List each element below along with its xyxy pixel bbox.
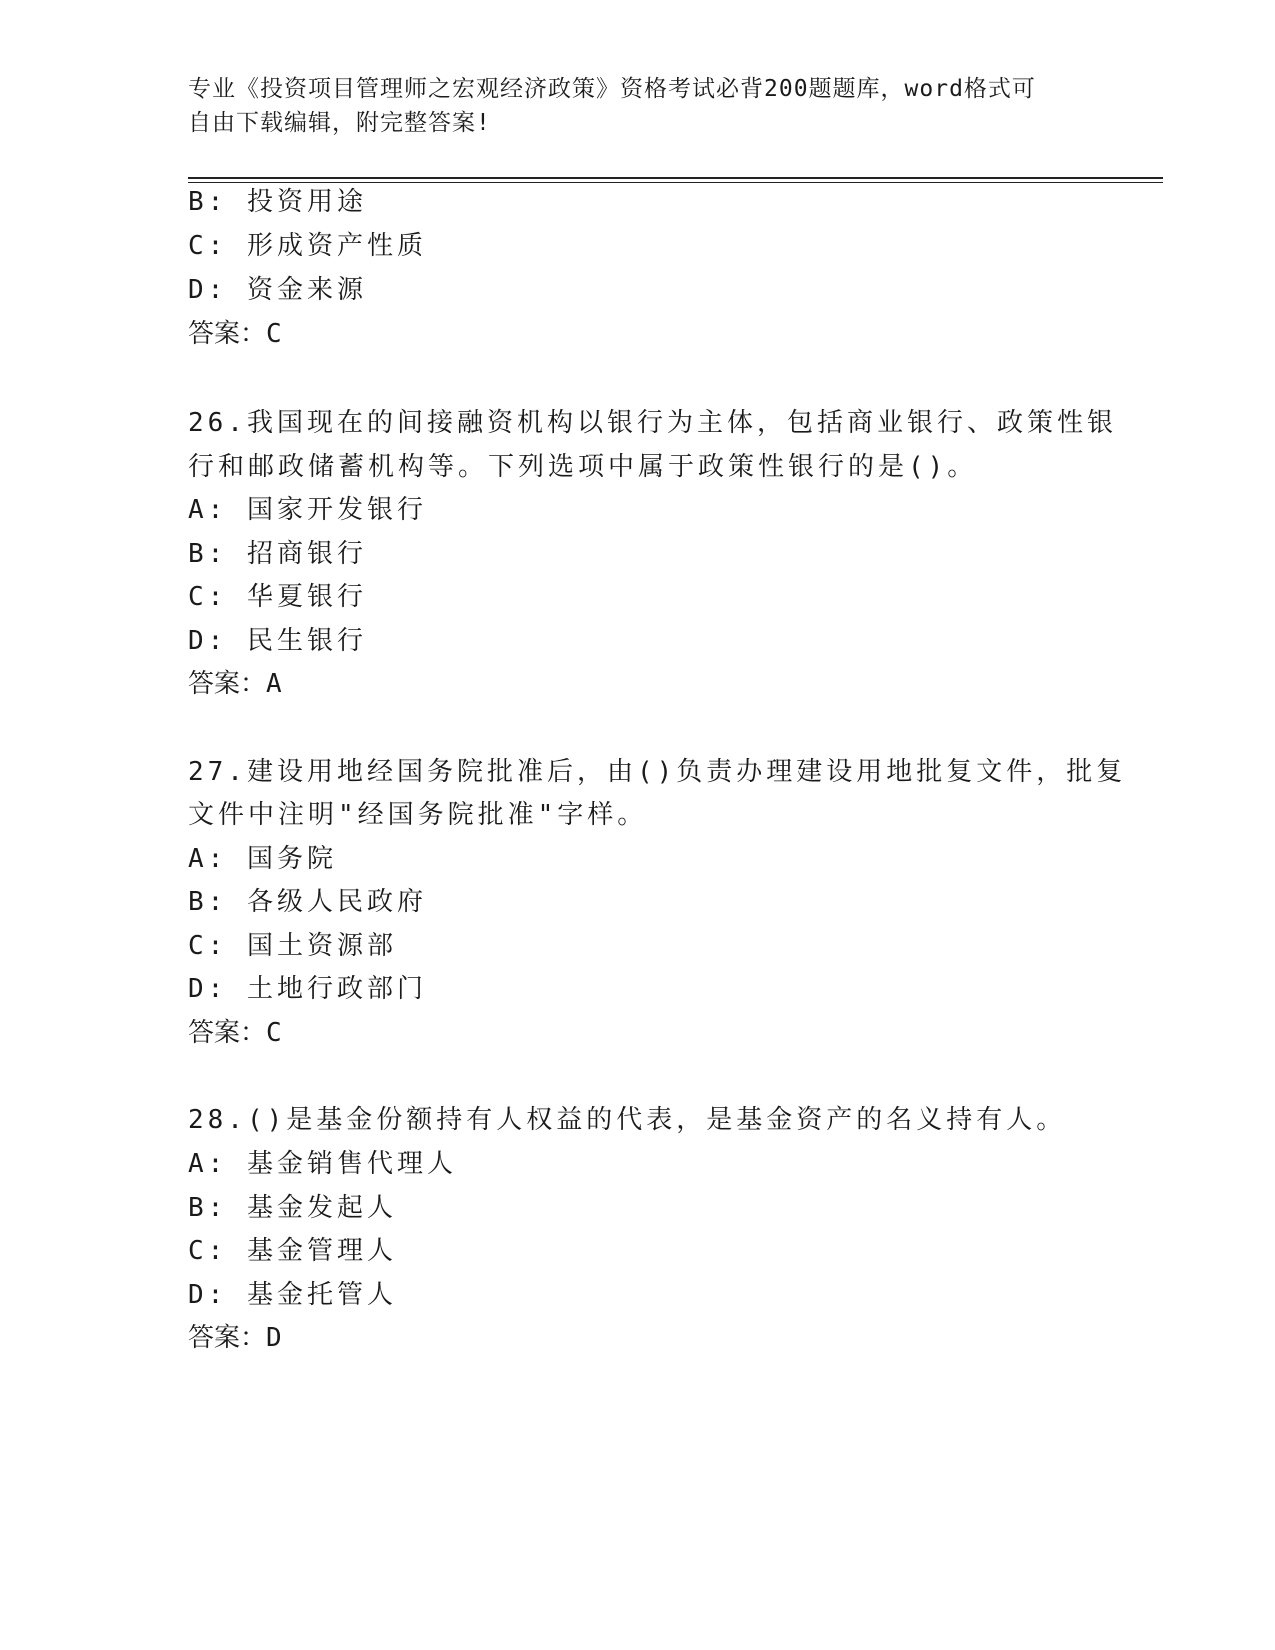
q27-stem-line-1: 27.建设用地经国务院批准后，由()负责办理建设用地批复文件，批复 (188, 757, 1127, 787)
answer-value: A (266, 669, 284, 699)
document-header (188, 72, 1088, 140)
q27-option-a: A: 国务院 (188, 844, 337, 874)
q28-answer (188, 1318, 284, 1358)
q26-answer (188, 664, 284, 704)
q27-option-b: B: 各级人民政府 (188, 887, 427, 917)
q28-option-c: C: 基金管理人 (188, 1236, 397, 1266)
header-line-2: 自由下载编辑，附完整答案! (188, 110, 491, 136)
q28-option-a: A: 基金销售代理人 (188, 1149, 457, 1179)
q26-option-c: C: 华夏银行 (188, 582, 367, 612)
answer-label: 答案： (188, 319, 267, 349)
q28-option-b: B: 基金发起人 (188, 1193, 397, 1223)
q26-option-b: B: 招商银行 (188, 539, 367, 569)
q27-stem-line-2: 文件中注明"经国务院批准"字样。 (188, 800, 648, 830)
q25-answer (188, 314, 284, 354)
answer-label: 答案： (188, 669, 267, 699)
q26-stem-line-1: 26.我国现在的间接融资机构以银行为主体，包括商业银行、政策性银 (188, 408, 1117, 438)
q26-stem-line-2: 行和邮政储蓄机构等。下列选项中属于政策性银行的是()。 (188, 452, 978, 482)
q27-answer (188, 1013, 284, 1053)
q27-option-c: C: 国土资源部 (188, 931, 397, 961)
q28-option-d: D: 基金托管人 (188, 1280, 397, 1310)
header-divider-thick (188, 177, 1163, 179)
q25-option-b: B: 投资用途 (188, 187, 367, 217)
q26-option-d: D: 民生银行 (188, 626, 367, 656)
answer-value: D (266, 1323, 284, 1353)
answer-value: C (266, 319, 284, 349)
answer-label: 答案： (188, 1018, 267, 1048)
q25-option-d: D: 资金来源 (188, 275, 367, 305)
q27-option-d: D: 土地行政部门 (188, 974, 427, 1004)
answer-value: C (266, 1018, 284, 1048)
q26-option-a: A: 国家开发银行 (188, 495, 427, 525)
q25-option-c: C: 形成资产性质 (188, 231, 427, 261)
q28-stem-line-1: 28.()是基金份额持有人权益的代表，是基金资产的名义持有人。 (188, 1105, 1067, 1135)
answer-label: 答案： (188, 1323, 267, 1353)
header-line-1: 专业《投资项目管理师之宏观经济政策》资格考试必背200题题库，word格式可 (188, 76, 1036, 102)
